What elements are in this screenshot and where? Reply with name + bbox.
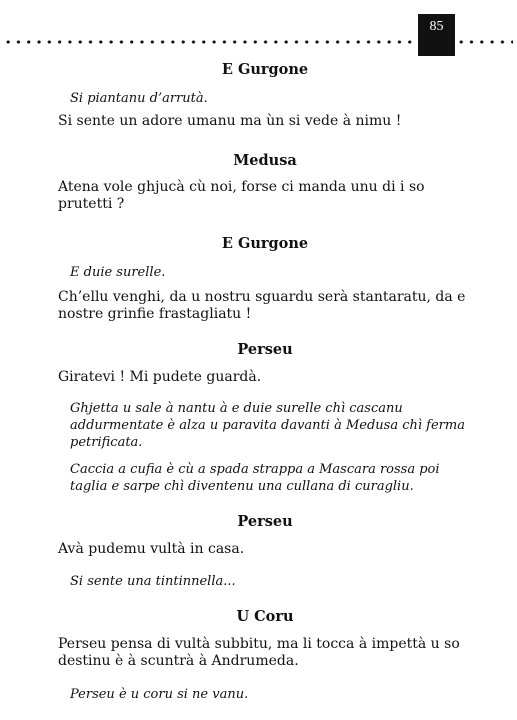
dialogue-line: Avà pudemu vultà in casa. [58, 541, 245, 557]
dialogue-line: Perseu pensa di vultà subbitu, ma li tocca à impettà u so destinu è à scuntrà à Andrumeda. [58, 636, 460, 669]
speaker-name: U Coru [236, 608, 294, 625]
speaker-name: Perseu [237, 341, 293, 358]
speaker-name: Medusa [233, 152, 297, 169]
page-number: 85 [418, 14, 455, 56]
speaker-name: Perseu [237, 513, 293, 530]
stage-direction: Caccia a cufia è cù a spada strappa a Mascara rossa poi taglia e sarpe chì diventenu una cullana di curagliu. [70, 462, 440, 494]
speaker-name: E Gurgone [221, 235, 309, 252]
stage-direction: Si sente una tintinnella... [70, 574, 236, 589]
script-body [58, 58, 472, 703]
stage-direction: E duie surelle. [70, 265, 166, 280]
speaker-name: E Gurgone [221, 61, 309, 78]
stage-direction: Perseu è u coru si ne vanu. [70, 687, 249, 702]
stage-direction: Ghjetta u sale à nantu à e duie surelle chì cascanu addurmentate è alza u paravita davanti à Medusa chì ferma petrificata. [70, 401, 465, 450]
dialogue-line: Giratevi ! Mi pudete guardà. [58, 369, 262, 385]
dialogue-line: Atena vole ghjucà cù noi, forse ci manda unu di i so prutetti ? [58, 179, 425, 212]
dialogue-line: Si sente un adore umanu ma ùn si vede à nimu ! [58, 113, 402, 129]
stage-direction: Si piantanu d’arrutà. [70, 91, 208, 106]
dialogue-line: Ch’ellu venghi, da u nostru sguardu serà stantaratu, da e nostre grinfie frastagliatu ! [58, 289, 466, 322]
